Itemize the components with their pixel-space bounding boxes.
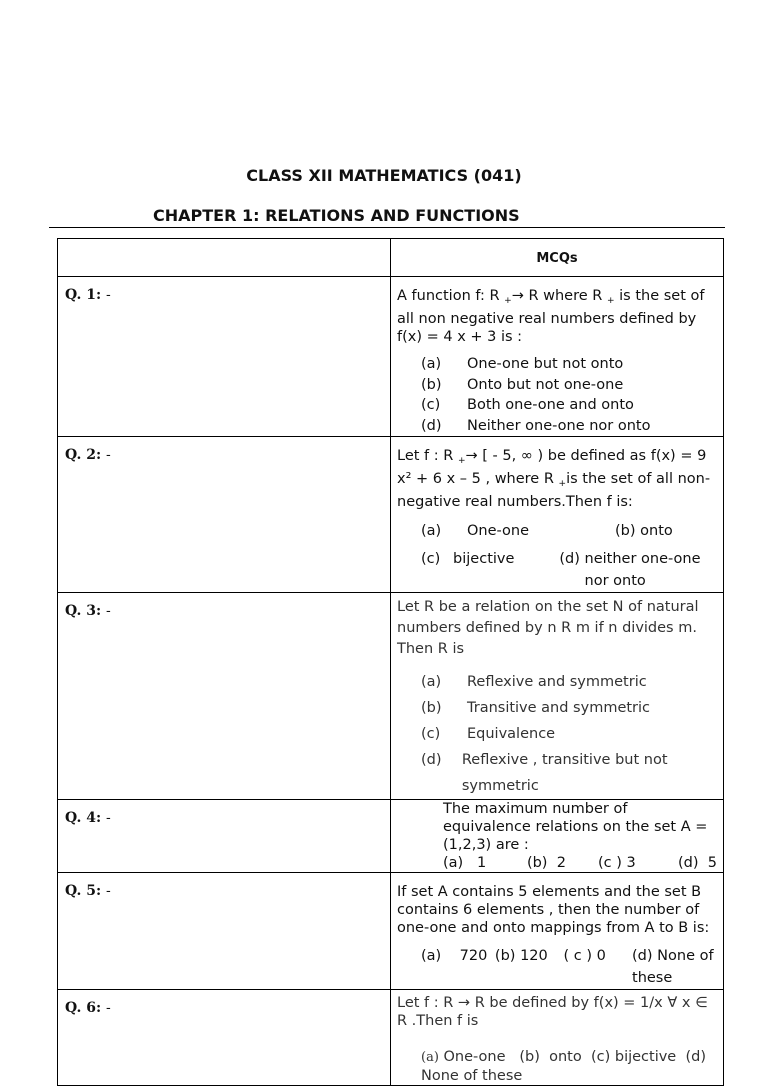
mcq-table: [57, 238, 724, 1086]
question-text: Let f : R $_+$→ [ - 5, ∞ ) be defined as f(x) = 9 x² + 6 x – 5 , where R $_+$is the set of all non-negative real numbers.Then f is:: [397, 448, 711, 510]
question-body: [391, 437, 724, 593]
question-body: [391, 277, 724, 437]
question-row: [58, 800, 724, 873]
option-row: (a) 1 (b) 2 (c ) 3 (d) 5: [443, 855, 717, 871]
question-row: [58, 990, 724, 1086]
option: (d) Neither one-one nor onto: [421, 417, 651, 434]
question-text: A function f: R $_+$→ R where R $_+$ is the set of all non negative real numbers defined by f(x) = 4 x + 3 is :: [397, 288, 705, 345]
option: (d) Reflexive , transitive but not symmetric: [421, 752, 668, 794]
option-row: (a) 720 (b) 120 ( c ) 0 (d) None of these: [421, 948, 714, 986]
option-row: (c) bijective (d) neither one-one nor onto: [421, 551, 701, 589]
question-text: Let R be a relation on the set N of natural numbers defined by n R m if n divides m. Then R is: [397, 599, 699, 657]
question-row: [58, 593, 724, 800]
question-row: [58, 873, 724, 990]
question-number: Q. 1: -: [58, 277, 391, 437]
option: (b) Onto but not one-one: [421, 376, 624, 393]
question-row: [58, 277, 724, 437]
mcq-heading: MCQs: [391, 239, 724, 277]
question-number: Q. 2: -: [58, 437, 391, 593]
question-text: If set A contains 5 elements and the set B contains 6 elements , then the number of one-one and onto mappings from A to B is:: [397, 884, 710, 936]
chapter-heading: CHAPTER 1: RELATIONS AND FUNCTIONS: [153, 206, 520, 225]
question-text: Let f : R → R be defined by f(x) = 1/x ∀ x ∈ R .Then f is: [397, 995, 708, 1029]
question-number: Q. 6: -: [58, 990, 391, 1086]
question-number: Q. 3: -: [58, 593, 391, 800]
question-body: [391, 800, 724, 873]
page-title: CLASS XII MATHEMATICS (041): [246, 166, 522, 185]
option: (b) Transitive and symmetric: [421, 700, 651, 716]
option: (a) Reflexive and symmetric: [421, 674, 647, 690]
question-number: Q. 5: -: [58, 873, 391, 990]
header-empty-cell: [58, 239, 391, 277]
option-row: (a) One-one (b) onto: [421, 523, 673, 539]
question-text: The maximum number of equivalence relations on the set A = (1,2,3) are :: [443, 801, 708, 853]
question-body: [391, 593, 724, 800]
option: (a) One-one but not onto: [421, 356, 624, 372]
option: (c) Both one-one and onto: [421, 397, 634, 413]
question-row: [58, 437, 724, 593]
option: (c) Equivalence: [421, 726, 556, 742]
option-row: (a) One-one (b) onto (c) bijective (d) None of these: [421, 1049, 706, 1084]
table-header-row: [58, 239, 724, 277]
question-number: Q. 4: -: [58, 800, 391, 873]
question-body: [391, 873, 724, 990]
question-body: [391, 990, 724, 1086]
heading-divider: [49, 227, 725, 228]
